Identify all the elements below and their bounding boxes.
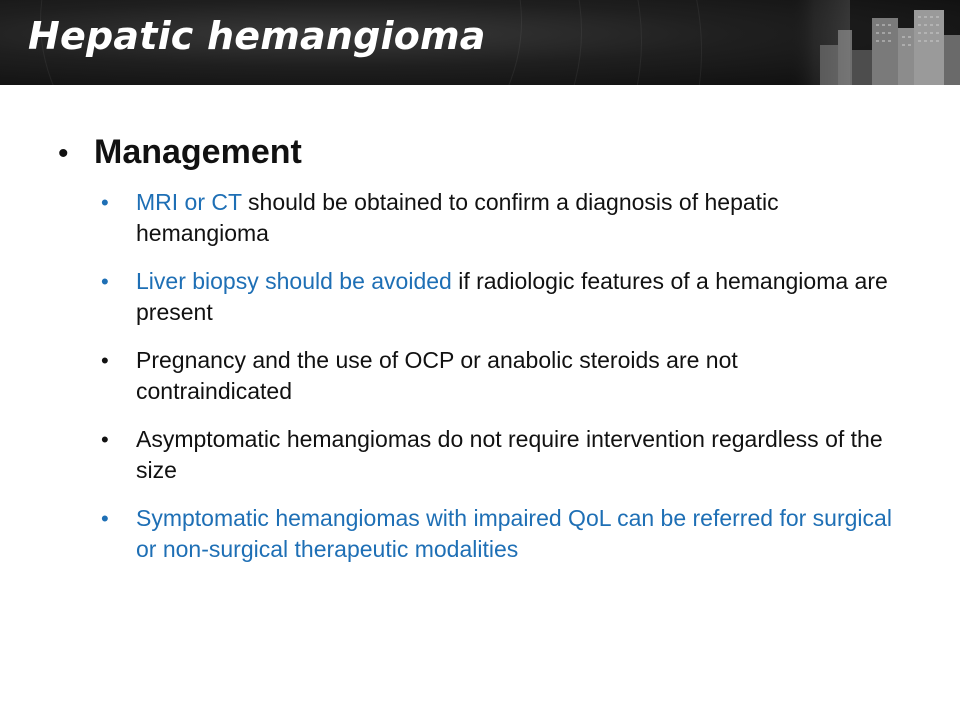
- slide-header: [0, 0, 960, 85]
- list-bullet: •: [101, 190, 109, 215]
- list-bullet: •: [101, 348, 109, 373]
- management-heading-row: [58, 133, 302, 172]
- list-item: [101, 266, 901, 328]
- plain-text: Asymptomatic hemangiomas do not require intervention regardless of the size: [136, 426, 883, 483]
- highlight-text: MRI or CT: [136, 189, 242, 215]
- list-bullet: •: [101, 506, 109, 531]
- plain-text: should be obtained to confirm a diagnosis of hepatic hemangioma: [136, 189, 779, 246]
- list-item: [101, 345, 901, 407]
- section-heading: Management: [94, 133, 302, 171]
- list-item-text: [136, 187, 896, 249]
- highlight-text: Liver biopsy should be avoided: [136, 268, 452, 294]
- list-item: [101, 424, 901, 486]
- list-bullet: •: [101, 427, 109, 452]
- list-item-text: [136, 345, 896, 407]
- list-bullet: •: [101, 269, 109, 294]
- list-item-text: [136, 424, 896, 486]
- list-item: [101, 503, 901, 565]
- list-item-text: [136, 503, 896, 565]
- bullet-list: [101, 187, 901, 582]
- plain-text: if radiologic features of a hemangioma are present: [136, 268, 888, 325]
- list-item: [101, 187, 901, 249]
- list-item-text: [136, 266, 896, 328]
- slide-title: Hepatic hemangioma: [28, 14, 486, 58]
- plain-text: Pregnancy and the use of OCP or anabolic steroids are not contraindicated: [136, 347, 738, 404]
- highlight-text: Symptomatic hemangiomas with impaired QoL can be referred for surgical or non-surgical therapeutic modalities: [136, 505, 892, 562]
- building-skyline-graphic: [790, 0, 960, 85]
- heading-bullet: •: [58, 137, 69, 170]
